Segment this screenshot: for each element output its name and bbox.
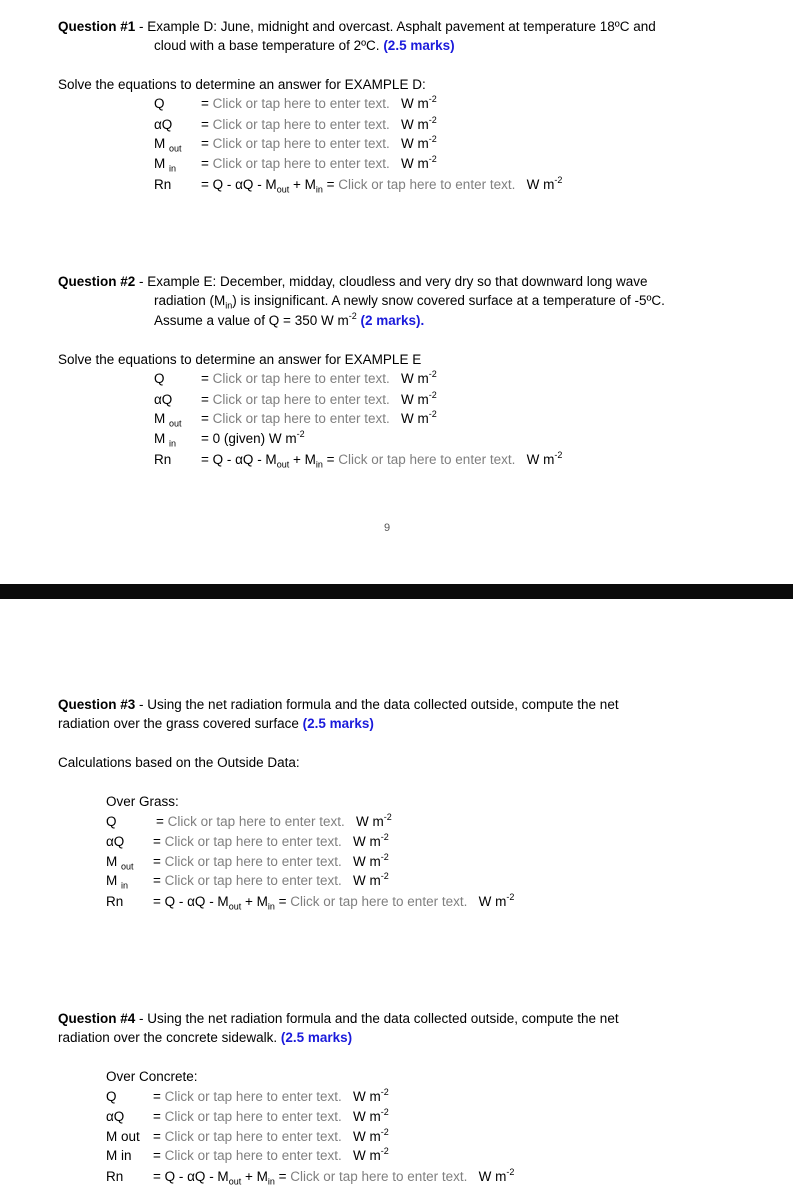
q3-header [58,697,619,712]
unit-exponent: -2 [383,811,392,822]
q3-row-label: Q [106,814,117,829]
q4-aq-input[interactable]: Click or tap here to enter text. [164,1109,342,1124]
unit: W m [353,854,381,869]
formula-sub-in: in [267,1176,275,1187]
formula-sub-in: in [315,184,323,195]
q3-row-value [153,870,389,888]
unit-exponent: -2 [380,851,389,862]
unit-exponent: -2 [428,153,437,164]
formula-plus: + M [241,1169,268,1184]
q4-marks: (2.5 marks) [280,1030,353,1045]
q2-mout-input[interactable]: Click or tap here to enter text. [212,411,390,426]
equals-sign: = [274,1169,291,1184]
q2-row-label [154,431,177,449]
label-sub: out [169,143,182,154]
q4-header [58,1011,619,1026]
formula-plus: + M [241,894,268,909]
q2-solve-instruction: Solve the equations to determine an answer for EXAMPLE E [58,352,422,367]
q2-text-line1: - Example E: December, midday, cloudless and very dry so that downward long wave [135,274,648,289]
q2-row-label: Rn [154,452,172,467]
unit-exponent: -2 [428,133,437,144]
q2-row-label: αQ [154,392,173,407]
q1-row-label [154,156,177,174]
q4-row-value [153,1126,389,1144]
unit: W m [353,834,381,849]
q4-over-concrete-heading: Over Concrete: [106,1069,198,1084]
q3-rn-formula [153,891,515,912]
q1-q-input[interactable]: Click or tap here to enter text. [212,96,390,111]
unit: W m [401,96,429,111]
label-main: M [154,156,166,171]
unit: W m [526,452,555,467]
q3-q-input[interactable]: Click or tap here to enter text. [167,814,345,829]
q3-label: Question #3 [58,697,136,712]
q4-row-label: M in [106,1148,132,1163]
equals-sign: = [274,894,291,909]
equals-sign: = [201,371,213,386]
q1-marks: (2.5 marks) [383,38,455,53]
q1-rn-input[interactable]: Click or tap here to enter text. [338,177,516,192]
q4-row-label: Q [106,1089,117,1104]
q2-header [58,274,648,289]
q2-text-exp: -2 [348,310,357,321]
q2-rn-input[interactable]: Click or tap here to enter text. [338,452,516,467]
q3-row-value [153,851,389,869]
q2-row-value [201,408,437,426]
unit: W m [478,1169,507,1184]
unit: W m [401,136,429,151]
q1-aq-input[interactable]: Click or tap here to enter text. [212,117,390,132]
q2-header-line3 [154,310,425,328]
unit-exponent: -2 [380,1126,389,1137]
unit: W m [401,117,429,132]
equals-sign: = [153,1129,165,1144]
q4-mout-input[interactable]: Click or tap here to enter text. [164,1129,342,1144]
unit-exponent: -2 [380,870,389,881]
q3-row-label [106,854,134,872]
q1-row-value [201,114,437,132]
q2-row-label [154,411,182,429]
q3-header-line2 [58,716,374,731]
unit-exponent: -2 [428,368,437,379]
q3-min-input[interactable]: Click or tap here to enter text. [164,873,342,888]
q2-min-given [201,428,305,446]
equals-sign: = [153,1089,165,1104]
equals-sign: = [201,136,213,151]
q1-row-value [201,93,437,111]
formula-text: = Q - αQ - M [201,177,277,192]
unit-exponent: -2 [428,114,437,125]
unit: W m [353,1109,381,1124]
unit-exponent: -2 [380,1086,389,1097]
formula-sub-out: out [228,901,242,912]
q4-q-input[interactable]: Click or tap here to enter text. [164,1089,342,1104]
unit: W m [401,411,429,426]
unit-exponent: -2 [554,449,563,460]
unit: W m [401,371,429,386]
unit: W m [353,1089,381,1104]
q4-row-label: M out [106,1129,140,1144]
q4-min-input[interactable]: Click or tap here to enter text. [164,1148,342,1163]
q3-text-line1: - Using the net radiation formula and the data collected outside, compute the net [135,697,619,712]
label-main: M [106,854,118,869]
q1-mout-input[interactable]: Click or tap here to enter text. [212,136,390,151]
page-number: 9 [384,522,391,534]
q3-row-label: αQ [106,834,125,849]
formula-plus: + M [289,452,316,467]
q3-text-line2: radiation over the grass covered surface [58,716,303,731]
formula-sub-in: in [315,459,323,470]
unit: W m [353,1148,381,1163]
label-sub: in [169,163,177,174]
label-main: M [106,873,118,888]
equals-sign: = [201,117,213,132]
unit-exponent: -2 [428,389,437,400]
q2-text-line3: Assume a value of Q = 350 W m [154,313,349,328]
equals-sign: = [201,96,213,111]
unit: W m [401,392,429,407]
q4-rn-formula [153,1166,515,1187]
q1-row-label: Q [154,96,165,111]
unit: W m [353,1129,381,1144]
formula-plus: + M [289,177,316,192]
q1-text-line2: cloud with a base temperature of 2ºC. [154,38,384,53]
q3-mout-input[interactable]: Click or tap here to enter text. [164,854,342,869]
q3-row-value [153,831,389,849]
q4-row-value [153,1086,389,1104]
q4-text-line1: - Using the net radiation formula and the data collected outside, compute the net [135,1011,619,1026]
q1-row-label: Rn [154,177,172,192]
q2-rn-formula [201,449,563,470]
q2-header-line2 [154,293,665,311]
unit-exponent: -2 [554,174,563,185]
equals-sign: = [156,814,168,829]
q3-row-label [106,873,129,891]
formula-text: = Q - αQ - M [153,894,229,909]
given-text: = 0 (given) W m [201,431,297,446]
unit-exponent: -2 [296,428,305,439]
equals-sign: = [153,1109,165,1124]
equals-sign: = [201,156,213,171]
q2-label: Question #2 [58,274,136,289]
label-main: M [154,411,166,426]
q4-text-line2: radiation over the concrete sidewalk. [58,1030,281,1045]
q4-row-value [153,1145,389,1163]
q3-calc-heading: Calculations based on the Outside Data: [58,755,300,770]
label-sub: in [121,880,129,891]
q3-row-label: Rn [106,894,124,909]
q2-aq-input[interactable]: Click or tap here to enter text. [212,392,390,407]
equals-sign: = [153,854,165,869]
q2-text-line2a: radiation (M [154,293,226,308]
label-main: M [154,136,166,151]
page-break-divider [0,584,793,599]
q1-row-value [201,133,437,151]
q1-min-input[interactable]: Click or tap here to enter text. [212,156,390,171]
unit-exponent: -2 [428,93,437,104]
q4-header-line2 [58,1030,352,1045]
q4-row-label: αQ [106,1109,125,1124]
formula-sub-in: in [267,901,275,912]
unit: W m [401,156,429,171]
q1-solve-instruction: Solve the equations to determine an answer for EXAMPLE D: [58,77,426,92]
q1-text-line1: - Example D: June, midnight and overcast. Asphalt pavement at temperature 18ºC and [135,19,656,34]
unit: W m [526,177,555,192]
q1-row-value [201,153,437,171]
formula-sub-out: out [276,459,290,470]
q1-header-line2 [154,38,455,53]
equals-sign: = [201,411,213,426]
q1-row-label [154,136,182,154]
q1-header [58,19,656,34]
formula-sub-out: out [276,184,290,195]
q2-row-value [201,389,437,407]
label-sub: out [169,418,182,429]
q3-over-grass-heading: Over Grass: [106,794,179,809]
label-main: M [154,431,166,446]
formula-text: = Q - αQ - M [153,1169,229,1184]
q3-marks: (2.5 marks) [302,716,374,731]
q4-label: Question #4 [58,1011,136,1026]
q4-row-value [153,1106,389,1124]
q3-rn-input[interactable]: Click or tap here to enter text. [290,894,468,909]
label-sub: out [121,861,134,872]
q1-row-label: αQ [154,117,173,132]
q3-aq-input[interactable]: Click or tap here to enter text. [164,834,342,849]
unit: W m [353,873,381,888]
q1-label: Question #1 [58,19,136,34]
unit-exponent: -2 [506,1166,515,1177]
q2-text-line2b: ) is insignificant. A newly snow covered surface at a temperature of -5ºC. [232,293,665,308]
q2-row-value [201,368,437,386]
equals-sign: = [322,452,339,467]
unit-exponent: -2 [428,408,437,419]
q3-row-value [156,811,392,829]
q2-text-sub: in [225,300,233,311]
equals-sign: = [153,873,165,888]
equals-sign: = [201,392,213,407]
q4-row-label: Rn [106,1169,124,1184]
equals-sign: = [322,177,339,192]
unit: W m [356,814,384,829]
q2-row-label: Q [154,371,165,386]
label-sub: in [169,438,177,449]
q4-rn-input[interactable]: Click or tap here to enter text. [290,1169,468,1184]
equals-sign: = [153,1148,165,1163]
unit-exponent: -2 [380,1106,389,1117]
equals-sign: = [153,834,165,849]
q2-marks: (2 marks). [356,313,425,328]
q1-rn-formula [201,174,563,195]
unit: W m [478,894,507,909]
formula-sub-out: out [228,1176,242,1187]
unit-exponent: -2 [380,831,389,842]
unit-exponent: -2 [380,1145,389,1156]
q2-q-input[interactable]: Click or tap here to enter text. [212,371,390,386]
formula-text: = Q - αQ - M [201,452,277,467]
unit-exponent: -2 [506,891,515,902]
